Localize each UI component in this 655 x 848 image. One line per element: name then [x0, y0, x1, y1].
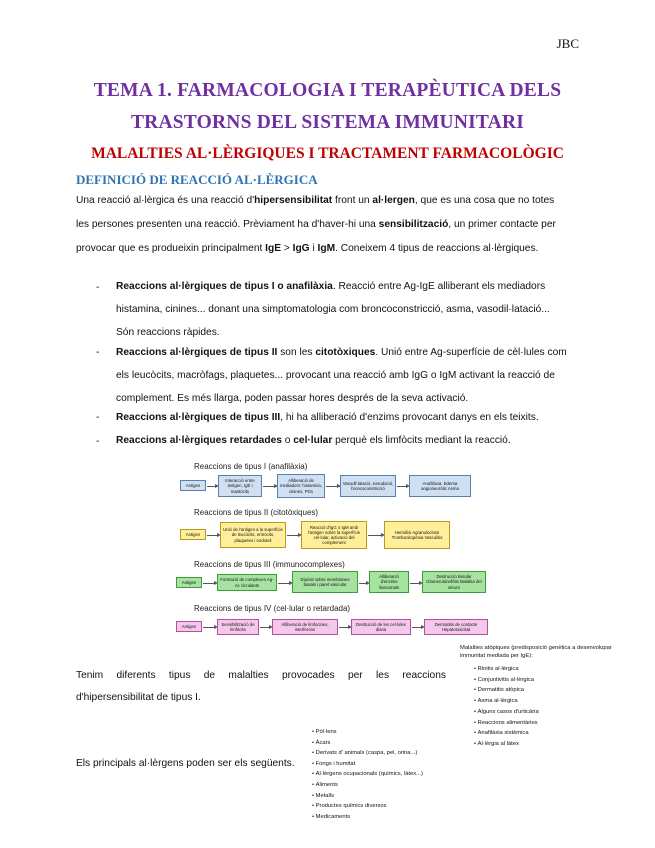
t2-arrow-1	[207, 535, 218, 536]
page-title-line-1: TEMA 1. FARMACOLOGIA I TERAPÈUTICA DELS	[93, 80, 562, 101]
t3-box-3: Dipòsit sobre membranes basals i paret vascular	[292, 571, 358, 593]
t4-box-2: Sensibilització de limfòcits	[217, 619, 259, 635]
header-initials: JBC	[556, 36, 579, 51]
list-item: • Anafilàxia sistèmica	[474, 728, 650, 739]
t2-box-2: Unió de l'antigen a la superfície de leucòcits, eritròcits, plaquetes i endoteli	[220, 522, 286, 548]
allergens-paragraph: Els principals al·lèrgens poden ser els següents.	[76, 758, 295, 769]
bullet-type-4: Reaccions al·lèrgiques retardades o cel·lular perquè els limfòcits mediant la reacció.	[116, 435, 511, 446]
t4-box-5: Dermatitis de contacte Hepatotoxicitat	[424, 619, 488, 635]
list-item: • Asma al·lèrgica	[474, 696, 650, 707]
t4-box-antigen: Antigen	[176, 621, 202, 632]
list-item: • Aliments	[312, 780, 472, 791]
t2-box-4: Hemòlisi Agranulocitosi Trombocitopènia Vasculitis	[384, 521, 450, 549]
list-item: • Dermatitis atòpica	[474, 685, 650, 696]
t2-box-antigen: Antigen	[180, 529, 206, 540]
bullet-dash-2: -	[96, 347, 100, 358]
t3-arrow-2	[278, 583, 290, 584]
list-item: • Derivats d' animals (caspa, pel, orina...)	[312, 748, 472, 759]
t1-box-2: Interacció entre antigen, IgE i mastòcits	[218, 475, 262, 497]
intro-line-3: provocar que es produeixin principalment IgE > IgG i IgM. Coneixem 4 tipus de reaccions al·lèrgiques.	[76, 243, 539, 254]
t3-box-2: Formació de complexes Ag-Ac circulants	[217, 574, 277, 591]
t2-arrow-3	[368, 535, 382, 536]
section-heading: DEFINICIÓ DE REACCIÓ AL·LÈRGICA	[76, 172, 318, 187]
t2-arrow-2	[287, 535, 299, 536]
list-item: • Fongs i humitat	[312, 759, 472, 770]
atopic-diseases-box	[460, 644, 650, 750]
list-item: • Àcars	[312, 738, 472, 749]
t2-box-3: Reacció d'IgG o IgM amb l'antigen sobre la superfície cel·lular, activació del complement	[301, 521, 367, 549]
intro-line-2: les persones presenten una reacció. Prèviament ha d'haver-hi una sensibilització, un primer contacte per	[76, 219, 556, 230]
diagram-title-type-2: Reaccions de tipus II (citotòxiques)	[194, 508, 319, 517]
t1-box-5: Anafilàxia. Edema angioneuròtic Asma	[409, 475, 471, 497]
intro-line-1: Una reacció al·lèrgica és una reacció d'hipersensibilitat front un al·lergen, que es una cosa que no totes	[76, 195, 555, 206]
list-item: • Rinitis al·lèrgica	[474, 664, 650, 675]
t1-arrow-4	[397, 486, 407, 487]
t1-arrow-1	[207, 486, 216, 487]
subtitle: MALALTIES AL·LÈRGIQUES I TRACTAMENT FARMACOLÒGIC	[91, 145, 564, 162]
diagram-title-type-3: Reaccions de tipus III (immunocomplexes)	[194, 560, 345, 569]
atopic-heading: Malalties atòpiques (predisposició genètica a desenvolupar immunitat mediada per IgE):	[460, 645, 612, 659]
types-paragraph: Tenim diferents tipus de malalties provocades per les reaccions d'hipersensibilitat de tipus I.	[76, 670, 446, 703]
t3-box-4: Alliberació d'enzims lisosomals	[369, 571, 409, 593]
allergens-list	[312, 727, 472, 822]
list-item: • Reaccions alimentàries	[474, 718, 650, 729]
t1-arrow-2	[263, 486, 275, 487]
diagram-title-type-4: Reaccions de tipus IV (cel·lular o retardada)	[194, 604, 351, 613]
bullet-type-3: Reaccions al·lèrgiques de tipus III, hi ha alliberació d'enzims provocant danys en els teixits.	[116, 412, 539, 423]
bullet-type-1: Reaccions al·lèrgiques de tipus I o anafilàxia. Reacció entre Ag-IgE alliberant els mediadors histamina, cinines... donant una simptomatologia com broncoconstricció, asma, vasodil·latació... Són reaccions ràpides.	[116, 281, 550, 338]
t1-box-4: Vasodil·latació, exsudació, broncoconstricció	[340, 475, 396, 497]
t4-arrow-4	[412, 627, 422, 628]
t1-box-antigen: Antigen	[180, 480, 206, 491]
t3-box-antigen: Antigen	[176, 577, 202, 588]
t3-arrow-3	[359, 583, 367, 584]
list-item: • Alguns casos d'urticària	[474, 707, 650, 718]
bullet-dash-4: -	[96, 436, 100, 447]
reaction-types-diagram	[170, 460, 500, 640]
bullet-dash-3: -	[96, 412, 100, 423]
page-title-line-2: TRASTORNS DEL SISTEMA IMMUNITARI	[130, 112, 525, 133]
bullet-type-2: Reaccions al·lèrgiques de tipus II son les citotòxiques. Unió entre Ag-superfície de cèl·lules com els leucòcits, macròfags, plaquetes... provocant una reacció amb IgG o IgM activant la reacció de complement. Es més llarga, poden passar hores després de la seva activació.	[116, 347, 567, 404]
list-item: • Productes químics diversos	[312, 801, 472, 812]
t4-arrow-3	[339, 627, 349, 628]
list-item: • Metalls	[312, 791, 472, 802]
t1-box-3: Alliberació de mediadors: histamina, cinines, PGs	[277, 474, 325, 498]
t3-arrow-1	[203, 583, 215, 584]
intro-paragraph	[76, 189, 579, 261]
t3-box-5: Destrucció tissular Glomerulonefritis Malaltia del sèrum	[422, 571, 486, 593]
list-item: • Al·lèrgia al làtex	[474, 739, 650, 750]
list-item: • Pòl·lens	[312, 727, 472, 738]
t4-box-3: Alliberació de limfocines, interferons	[272, 619, 338, 635]
list-item: • Conjuntivitis al·lèrgica	[474, 675, 650, 686]
atopic-list	[460, 664, 650, 750]
t4-arrow-1	[203, 627, 215, 628]
t3-arrow-4	[410, 583, 420, 584]
t1-arrow-3	[326, 486, 338, 487]
bullet-dash-1: -	[96, 282, 100, 293]
t4-box-4: Destrucció de les cel·lules diana	[351, 619, 411, 635]
t4-arrow-2	[260, 627, 270, 628]
diagram-title-type-1: Reaccions de tipus I (anafilàxia)	[194, 462, 308, 471]
list-item: • Medicaments	[312, 812, 472, 823]
list-item: • Al·lèrgens ocupacionals (químics, làtex...)	[312, 769, 472, 780]
